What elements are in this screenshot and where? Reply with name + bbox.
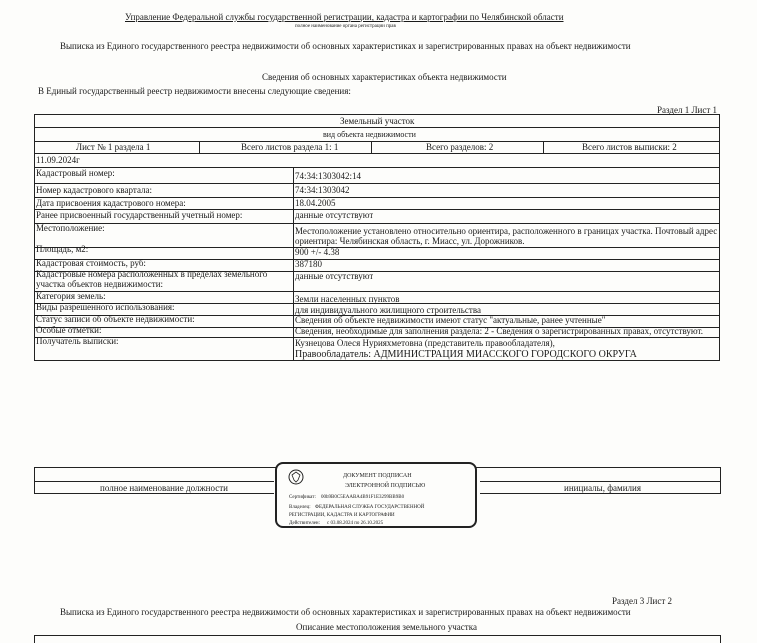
cadastral-number-label: Кадастровый номер: bbox=[36, 169, 115, 178]
row-value: 18.04.2005 bbox=[295, 199, 336, 208]
row-label: Кадастровая стоимость, руб: bbox=[36, 259, 146, 268]
name-caption: инициалы, фамилия bbox=[564, 483, 641, 493]
row-value: 387180 bbox=[295, 260, 322, 269]
cadastral-number-value: 74:34:1303042:14 bbox=[295, 172, 362, 181]
row-label: Виды разрешенного использования: bbox=[36, 303, 175, 312]
section-title: Сведения об основных характеристиках объекта недвижимости bbox=[262, 72, 507, 82]
owner-value-1: ФЕДЕРАЛЬНАЯ СЛУЖБА ГОСУДАРСТВЕННОЙ bbox=[315, 505, 425, 510]
total-sheets-extract: Всего листов выписки: 2 bbox=[582, 142, 677, 152]
row-label: Дата присвоения кадастрового номера: bbox=[36, 199, 186, 208]
intro-text: В Единый государственный реестр недвижимости внесены следующие сведения: bbox=[38, 86, 351, 96]
page2-extract-title: Выписка из Единого государственного реестра недвижимости об основных характеристиках и зарегистрированных правах на объект недвижимости bbox=[60, 607, 631, 617]
row-value: данные отсутствуют bbox=[295, 211, 374, 220]
extract-title: Выписка из Единого государственного реестра недвижимости об основных характеристиках и зарегистрированных правах на объект недвижимости bbox=[60, 41, 631, 51]
row-label: Ранее присвоенный государственный учетный номер: bbox=[36, 211, 243, 220]
emblem-icon bbox=[287, 468, 305, 486]
e-signature-stamp bbox=[275, 462, 477, 528]
total-sheets-section: Всего листов раздела 1: 1 bbox=[241, 142, 339, 152]
row-value: для индивидуального жилищного строительства bbox=[295, 306, 481, 315]
row-label: Статус записи об объекте недвижимости: bbox=[36, 315, 195, 324]
page2-subtitle: Описание местоположения земельного участка bbox=[296, 622, 477, 632]
agency-name: Управление Федеральной службы государственной регистрации, кадастра и картографии по Челябинской области bbox=[125, 12, 564, 22]
object-type-caption: вид объекта недвижимости bbox=[323, 130, 416, 139]
row-value: Земли населенных пунктов bbox=[295, 295, 400, 304]
owner-label: Владелец: bbox=[289, 505, 311, 510]
row-label: Получатель выписки: bbox=[36, 337, 119, 346]
valid-value: с 03.08.2024 по 26.10.2025 bbox=[327, 521, 384, 526]
section-sheet-label: Раздел 1 Лист 1 bbox=[657, 105, 718, 115]
stamp-title: ДОКУМЕНТ ПОДПИСАН bbox=[343, 473, 412, 479]
object-type: Земельный участок bbox=[340, 116, 415, 126]
row-label: Особые отметки: bbox=[36, 326, 102, 335]
row-value: Кузнецова Олеся Нурияхметовна (представитель правообладателя), bbox=[295, 339, 555, 348]
valid-label: Действителен: bbox=[289, 521, 320, 526]
row-value: Сведения, необходимые для заполнения раздела: 2 - Сведения о зарегистрированных правах, отсутствуют. bbox=[295, 327, 704, 336]
row-value: 74:34:1303042 bbox=[295, 186, 350, 195]
row-value: Сведения об объекте недвижимости имеют статус "актуальные, ранее учтенные" bbox=[295, 316, 606, 325]
cert-label: Сертификат: bbox=[289, 495, 316, 500]
row-value-owner: Правообладатель: АДМИНИСТРАЦИЯ МИАССКОГО ГОРОДСКОГО ОКРУГА bbox=[295, 350, 637, 360]
owner-value-2: РЕГИСТРАЦИИ, КАДАСТРА И КАРТОГРАФИИ bbox=[289, 513, 395, 518]
sheet-number: Лист № 1 раздела 1 bbox=[76, 142, 151, 152]
cert-value: 00b9B0C5EAABA4B91F1E3299BB9B0 bbox=[321, 495, 405, 500]
row-value: 900 +/- 4.38 bbox=[295, 248, 340, 257]
total-sections: Всего разделов: 2 bbox=[426, 142, 494, 152]
row-label: Местоположение: bbox=[36, 224, 105, 233]
row-label: Категория земель: bbox=[36, 292, 106, 301]
extract-date: 11.09.2024г bbox=[36, 155, 80, 165]
row-label: Номер кадастрового квартала: bbox=[36, 186, 152, 195]
stamp-subtitle: ЭЛЕКТРОННОЙ ПОДПИСЬЮ bbox=[345, 483, 426, 489]
position-caption: полное наименование должности bbox=[100, 483, 228, 493]
row-label: Площадь, м2: bbox=[36, 245, 89, 254]
row-value-location: Местоположение установлено относительно ориентира, расположенного в границах участка. Почтовый адрес ориентира: Челябинская область, г. Миасс, ул. Дорожников. bbox=[295, 226, 718, 246]
row-label: Кадастровые номера расположенных в пределах земельного участка объектов недвижимости: bbox=[36, 269, 268, 289]
page2-section-sheet: Раздел 3 Лист 2 bbox=[612, 596, 673, 606]
agency-caption: полное наименование органа регистрации прав bbox=[295, 24, 396, 29]
row-value: данные отсутствуют bbox=[295, 272, 374, 281]
